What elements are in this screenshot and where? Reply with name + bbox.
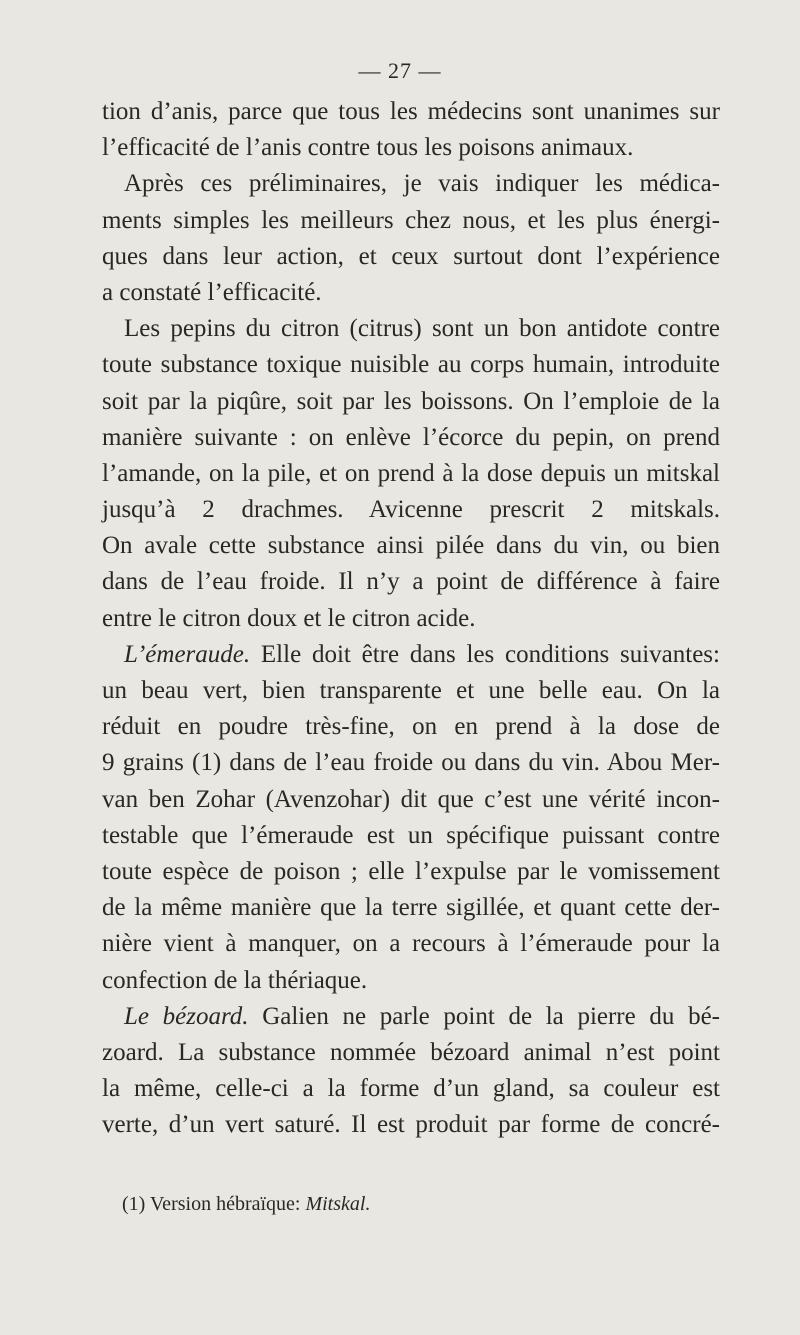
text-line: réduit en poudre très-fine, on en prend à la dose de: [102, 713, 720, 741]
text-line: nière vient à manquer, on a recours à l’émeraude pour la: [102, 930, 720, 958]
text-line: toute espèce de poison ; elle l’expulse par le vomissement: [102, 857, 720, 885]
italic-heading: Le bézoard.: [124, 1002, 249, 1030]
text-line: tion d’anis, parce que tous les médecins sont unanimes sur: [102, 98, 720, 125]
text-line: a constaté l’efficacité.: [102, 278, 322, 306]
text-line: jusqu’à 2 drachmes. Avicenne prescrit 2 mitskals.: [102, 496, 720, 524]
text-line: de la même manière que la terre sigillée, et quant cette der-: [102, 894, 720, 922]
text-line: [102, 637, 720, 673]
text-line: Après ces préliminaires, je vais indiquer les médica-: [124, 170, 720, 198]
text-line: ments simples les meilleurs chez nous, et les plus énergi-: [102, 206, 720, 234]
text-line: soit par la piqûre, soit par les boissons. On l’emploie de la: [102, 387, 720, 415]
text-line: Les pepins du citron (citrus) sont un bon antidote contre: [124, 315, 720, 343]
text-line: entre le citron doux et le citron acide.: [102, 604, 476, 632]
text-line: toute substance toxique nuisible au corps humain, introduite: [102, 351, 720, 379]
text-line: l’amande, on la pile, et on prend à la dose depuis un mitskal: [102, 459, 720, 487]
page-number: — 27 —: [358, 58, 442, 83]
text-line: testable que l’émeraude est un spécifique puissant contre: [102, 821, 720, 849]
text-line: l’efficacité de l’anis contre tous les poisons animaux.: [102, 134, 634, 162]
line-text: Galien ne parle point de la pierre du bé-: [248, 1002, 720, 1030]
footnote-italic: Mitskal.: [305, 1193, 371, 1215]
line-text: Elle doit être dans les conditions suivantes:: [250, 640, 720, 668]
text-line: la même, celle-ci a la forme d’un gland, sa couleur est: [102, 1075, 720, 1103]
text-line: ques dans leur action, et ceux surtout dont l’expérience: [102, 242, 720, 270]
footnote-text: (1) Version hébraïque:: [122, 1193, 301, 1215]
footnote: [122, 1193, 370, 1216]
text-line: un beau vert, bien transparente et une belle eau. On la: [102, 677, 720, 704]
text-line: van ben Zohar (Avenzohar) dit que c’est une vérité incon-: [102, 785, 720, 813]
text-line: [102, 999, 720, 1035]
text-line: zoard. La substance nommée bézoard animal n’est point: [102, 1038, 720, 1066]
text-line: On avale cette substance ainsi pilée dans du vin, ou bien: [102, 532, 720, 560]
text-line: dans de l’eau froide. Il n’y a point de différence à faire: [102, 568, 720, 596]
text-line: verte, d’un vert saturé. Il est produit par forme de concré-: [102, 1111, 720, 1139]
body-text: [102, 94, 720, 1143]
text-line: confection de la thériaque.: [102, 966, 368, 994]
text-line: manière suivante : on enlève l’écorce du pepin, on prend: [102, 423, 720, 451]
italic-heading: L’émeraude.: [124, 640, 251, 668]
text-line: 9 grains (1) dans de l’eau froide ou dans du vin. Abou Mer-: [102, 749, 720, 777]
